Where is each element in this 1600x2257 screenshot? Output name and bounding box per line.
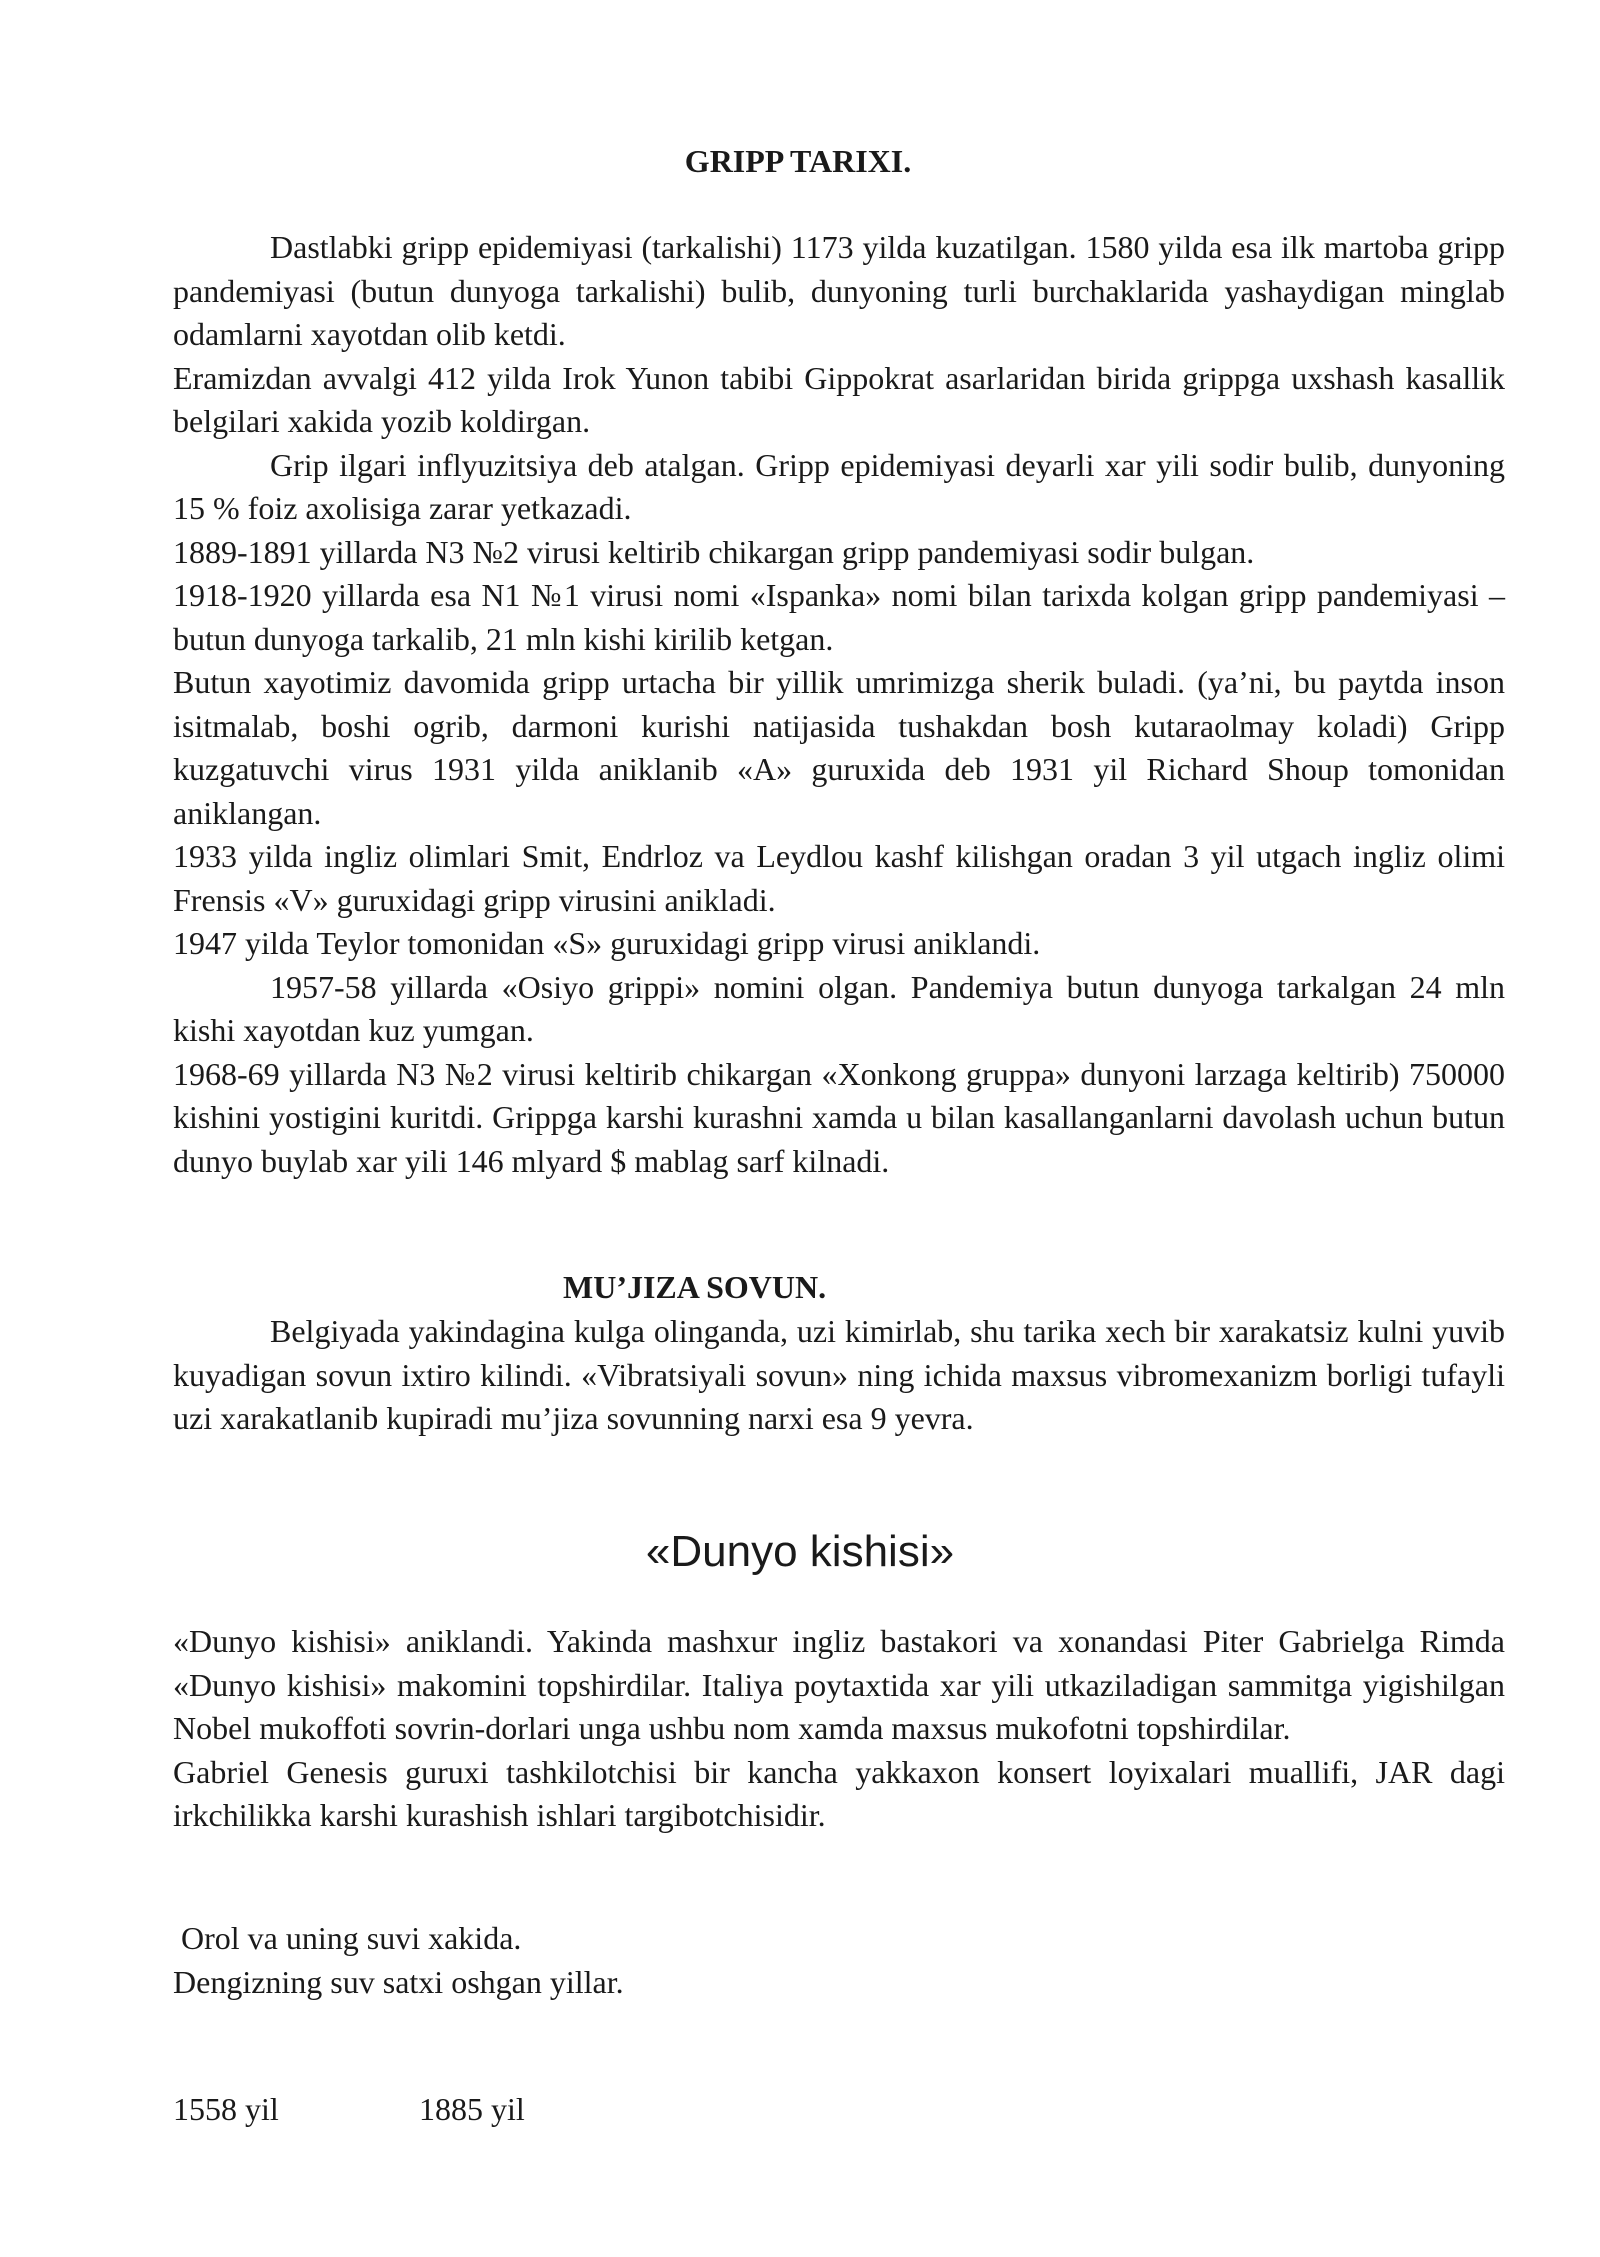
paragraph: 1918-1920 yillarda esa N1 №1 virusi nomi «Ispanka» nomi bilan tarixda kolgan gripp pandemiyasi – butun dunyoga tarkalib, 21 mln kishi kirilib ketgan. xyxy=(173,577,1505,657)
paragraph: 1889-1891 yillarda N3 №2 virusi keltirib chikargan gripp pandemiyasi sodir bulgan. xyxy=(173,533,1255,570)
paragraph: 1947 yilda Teylor tomonidan «S» guruxidagi gripp virusi aniklandi. xyxy=(173,925,1041,961)
paragraph: 1968-69 yillarda N3 №2 virusi keltirib chikargan «Xonkong gruppa» dunyoni larzaga keltirib) 750000 kishini yostigini kuritdi. Grippga karshi kurashni xamda u bilan kasallanganlarni davolash uchun butun dunyo buylab xar yili 146 mlyard $ mablag sarf kilnadi. xyxy=(173,1055,1505,1179)
paragraph: Gabriel Genesis guruxi tashkilotchisi bir kancha yakkaxon konsert loyixalari muallifi, JAR dagi irkchilikka karshi kurashish ishlari targibotchisidir. xyxy=(173,1753,1505,1833)
paragraph: 1933 yilda ingliz olimlari Smit, Endrloz va Leydlou kashf kilishgan oradan 3 yil utgach ingliz olimi Frensis «V» guruxidagi gripp virusini anikladi. xyxy=(173,838,1505,918)
gripp-history-title: GRIPP TARIXI. xyxy=(684,143,912,179)
paragraph: Belgiyada yakindagina kulga olinganda, uzi kimirlab, shu tarika xech bir xarakatsiz kulni yuvib kuyadigan sovun ixtiro kilindi. «Vibratsiyali sovun» ning ichida maxsus vibromexanizm borligi tufayli uzi xarakatlanib kupiradi mu’jiza sovunning narxi esa 9 yevra. xyxy=(173,1313,1505,1436)
paragraph: Butun xayotimiz davomida gripp urtacha bir yillik umrimizga sherik buladi. (ya’ni, bu paytda inson isitmalab, boshi ogrib, darmoni kurishi natijasida tushakdan bosh kutaraolmay koladi) Gripp kuzgatuvchi virus 1931 yilda aniklanib «A» guruxida deb 1931 yil Richard Shoup tomonidan aniklangan. xyxy=(173,664,1505,831)
miracle-soap-title: MU’JIZA SOVUN. xyxy=(563,1269,827,1305)
year-entry: 1885 yil xyxy=(419,2091,525,2127)
paragraph: «Dunyo kishisi» aniklandi. Yakinda mashxur ingliz bastakori va xonandasi Piter Gabrielga Rimda «Dunyo kishisi» makomini topshirdilar. Italiya poytaxtida xar yili utkaziladigan sammitga yigishilgan Nobel mukoffoti sovrin-dorlari unga ushbu nom xamda maxsus mukofotni topshirdilar. xyxy=(173,1623,1505,1746)
aral-sea-notes xyxy=(173,1917,1505,2004)
years-row xyxy=(173,2088,1505,2132)
world-person-body xyxy=(173,1620,1505,1838)
aral-sea-subheading-line: Dengizning suv satxi oshgan yillar. xyxy=(173,1963,624,2000)
year-entry: 1558 yil xyxy=(173,2091,279,2127)
paragraph: Grip ilgari inflyuzitsiya deb atalgan. Gripp epidemiyasi deyarli xar yili sodir bulib, dunyoning 15 % foiz axolisiga zarar yetkazadi. xyxy=(173,446,1505,526)
aral-sea-heading-line: Orol va uning suvi xakida. xyxy=(173,1920,522,1956)
paragraph: Dastlabki gripp epidemiyasi (tarkalishi) 1173 yilda kuzatilgan. 1580 yilda esa ilk martoba gripp pandemiyasi (butun dunyoga tarkalishi) bulib, dunyoning turli burchaklarida yashaydigan minglab odamlarni xayotdan olib ketdi. xyxy=(173,229,1505,352)
world-person-title: «Dunyo kishisi» xyxy=(645,1527,955,1576)
miracle-soap-body xyxy=(173,1310,1505,1441)
gripp-history-body xyxy=(173,226,1505,1183)
paragraph: Eramizdan avvalgi 412 yilda Irok Yunon tabibi Gippokrat asarlaridan birida grippga uxshash kasallik belgilari xakida yozib koldirgan. xyxy=(173,359,1505,439)
paragraph: 1957-58 yillarda «Osiyo grippi» nomini olgan. Pandemiya butun dunyoga tarkalgan 24 mln kishi xayotdan kuz yumgan. xyxy=(173,968,1505,1048)
